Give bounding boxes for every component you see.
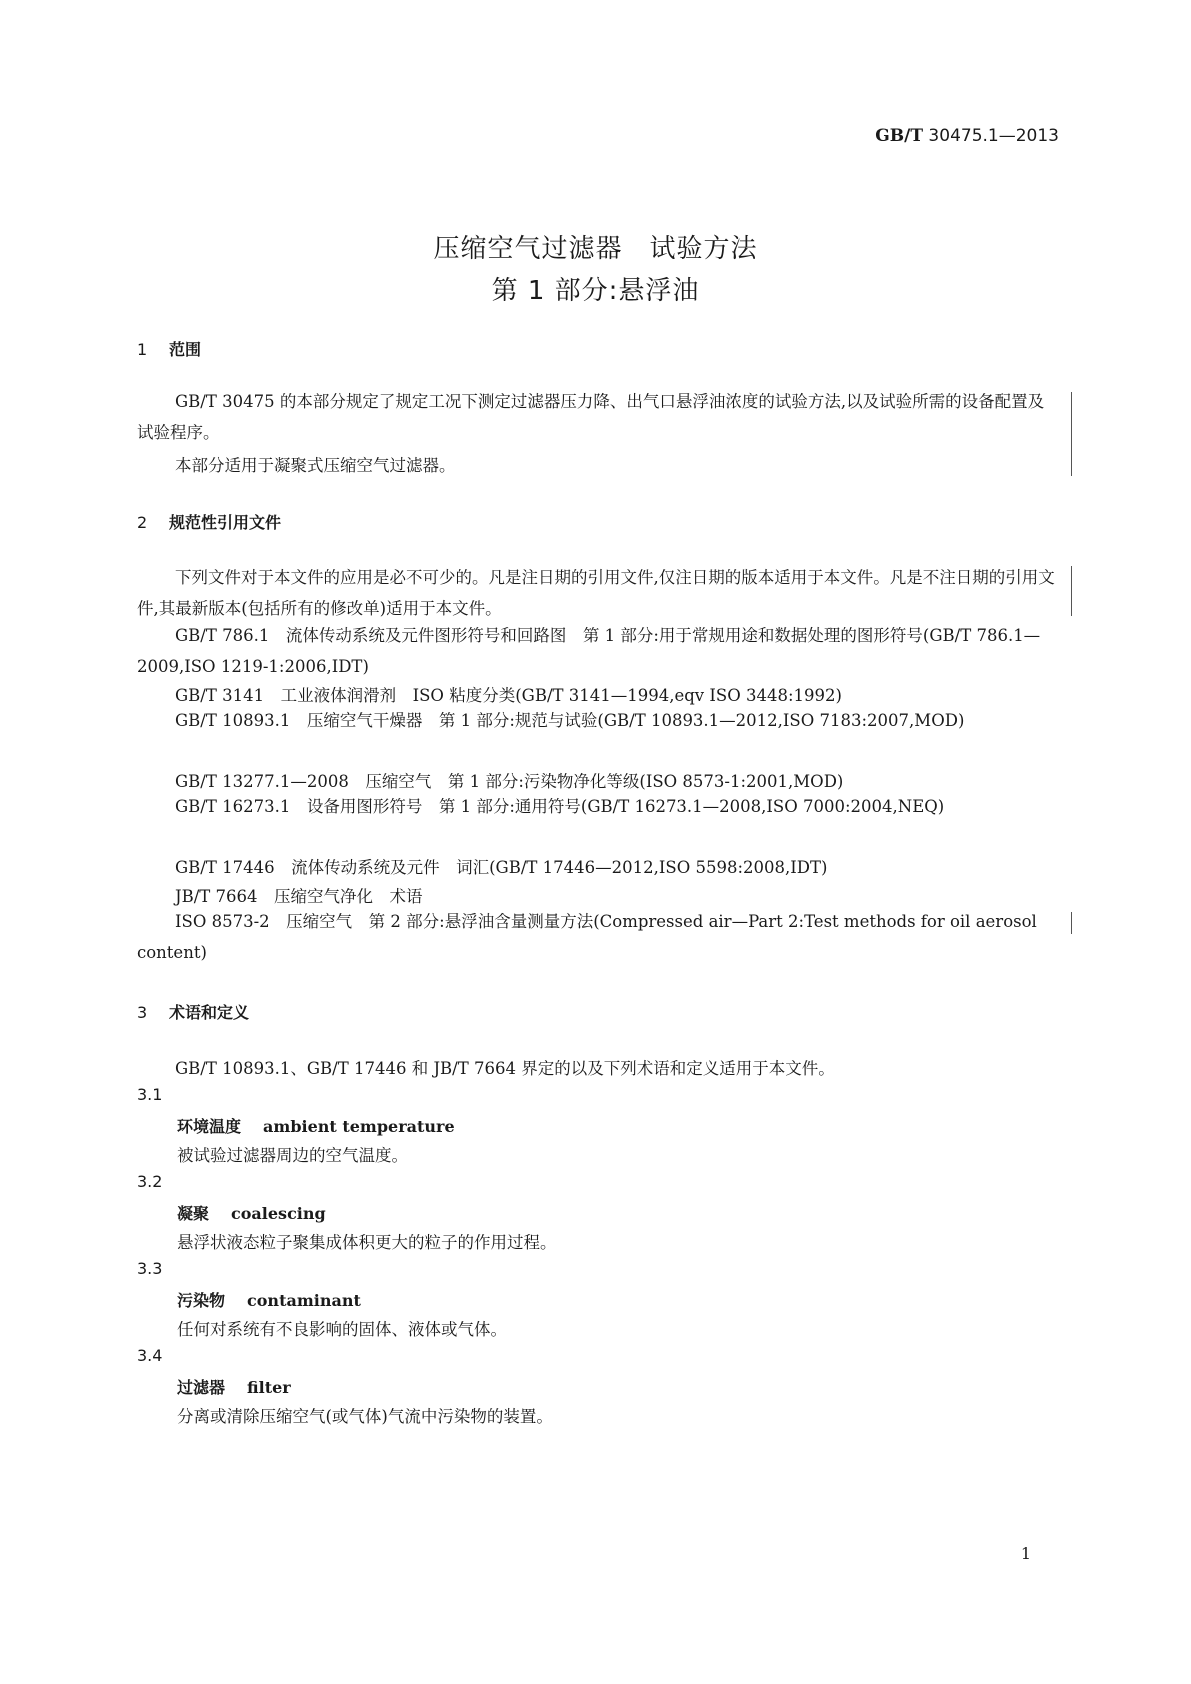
page-number: 1	[1020, 1544, 1031, 1563]
term-definition: 被试验过滤器周边的空气温度。	[177, 1146, 408, 1165]
term-heading: 过滤器 filter	[177, 1378, 291, 1397]
reference-item: GB/T 786.1 流体传动系统及元件图形符号和回路图 第 1 部分:用于常规用途和数据处理的图形符号(GB/T 786.1—2009,ISO 1219-1:2006,IDT)	[137, 626, 1041, 676]
term-number: 3.2	[137, 1172, 163, 1191]
term-number: 3.3	[137, 1259, 163, 1278]
document-title: 压缩空气过滤器 试验方法	[433, 234, 758, 264]
term-number: 3.4	[137, 1346, 163, 1365]
reference-item: GB/T 13277.1—2008 压缩空气 第 1 部分:污染物净化等级(ISO 8573-1:2001,MOD)	[175, 772, 844, 791]
section-3-intro: GB/T 10893.1、GB/T 17446 和 JB/T 7664 界定的以及下列术语和定义适用于本文件。	[175, 1059, 835, 1078]
section-3-heading: 3 术语和定义	[137, 1003, 250, 1022]
standard-number: GB/T 30475.1—2013	[875, 126, 1059, 146]
section-1-heading: 1 范围	[137, 340, 202, 359]
term-definition: 分离或清除压缩空气(或气体)气流中污染物的装置。	[177, 1407, 553, 1426]
term-heading: 环境温度 ambient temperature	[177, 1117, 455, 1136]
document-subtitle: 第 1 部分:悬浮油	[491, 276, 700, 306]
change-bar	[1071, 392, 1072, 476]
section-2-heading: 2 规范性引用文件	[137, 513, 282, 532]
reference-item: ISO 8573-2 压缩空气 第 2 部分:悬浮油含量测量方法(Compressed air—Part 2:Test methods for oil aerosol content)	[137, 912, 1037, 962]
section-2-intro: 下列文件对于本文件的应用是必不可少的。凡是注日期的引用文件,仅注日期的版本适用于本文件。凡是不注日期的引用文件,其最新版本(包括所有的修改单)适用于本文件。	[137, 568, 1055, 618]
reference-item: JB/T 7664 压缩空气净化 术语	[175, 887, 423, 906]
reference-item: GB/T 10893.1 压缩空气干燥器 第 1 部分:规范与试验(GB/T 10893.1—2012,ISO 7183:2007,MOD)	[175, 711, 965, 730]
reference-item: GB/T 16273.1 设备用图形符号 第 1 部分:通用符号(GB/T 16273.1—2008,ISO 7000:2004,NEQ)	[175, 797, 945, 816]
term-heading: 凝聚 coalescing	[177, 1204, 326, 1223]
term-number: 3.1	[137, 1085, 163, 1104]
term-definition: 悬浮状液态粒子聚集成体积更大的粒子的作用过程。	[177, 1233, 557, 1252]
section-1-applicability: 本部分适用于凝聚式压缩空气过滤器。	[175, 456, 456, 475]
change-bar	[1071, 566, 1072, 616]
reference-item: GB/T 17446 流体传动系统及元件 词汇(GB/T 17446—2012,ISO 5598:2008,IDT)	[175, 858, 828, 877]
section-1-paragraph: GB/T 30475 的本部分规定了规定工况下测定过滤器压力降、出气口悬浮油浓度的试验方法,以及试验所需的设备配置及试验程序。	[137, 392, 1045, 442]
term-definition: 任何对系统有不良影响的固体、液体或气体。	[177, 1320, 507, 1339]
change-bar	[1071, 912, 1072, 934]
term-heading: 污染物 contaminant	[177, 1291, 361, 1310]
reference-item: GB/T 3141 工业液体润滑剂 ISO 粘度分类(GB/T 3141—1994,eqv ISO 3448:1992)	[175, 686, 842, 705]
